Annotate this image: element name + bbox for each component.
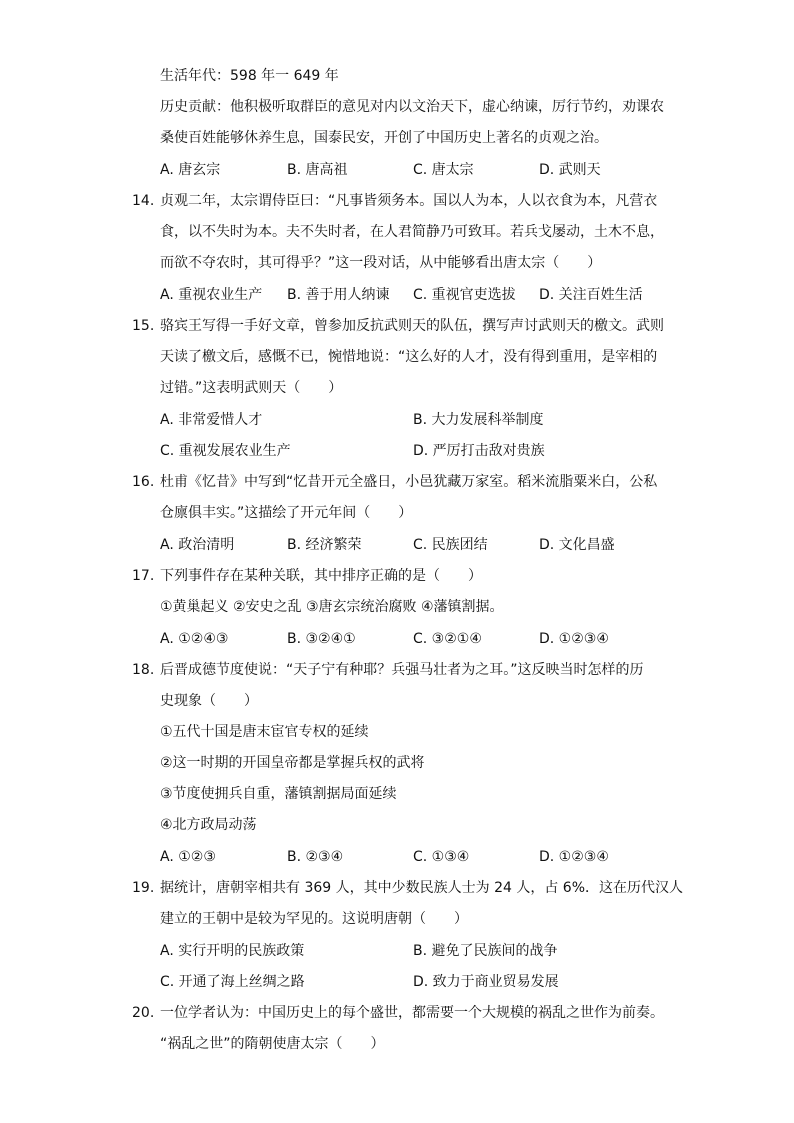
option-b[interactable]: B. 大力发展科举制度 [413, 412, 544, 428]
question-text: ①黄巢起义 ②安史之乱 ③唐玄宗统治腐败 ④藩镇割据。 [160, 599, 504, 615]
option-b[interactable]: B. 唐高祖 [287, 162, 348, 178]
question-text: 食，以不失时为本。夫不失时者，在人君简静乃可致耳。若兵戈屡动，土木不息， [160, 224, 664, 240]
question-text: 后晋成德节度使说：“天子宁有种耶？兵强马壮者为之耳。”这反映当时怎样的历 [160, 662, 644, 678]
option-a[interactable]: A. 非常爱惜人才 [160, 412, 263, 428]
question-text: 据统计，唐朝宰相共有 369 人，其中少数民族人士为 24 人，占 6%．这在历代汉人 [160, 880, 683, 896]
question-text: 杜甫《忆昔》中写到“忆昔开元全盛日，小邑犹藏万家室。稻米流脂粟米白，公私 [160, 474, 658, 490]
option-c[interactable]: C. 重视发展农业生产 [160, 443, 291, 459]
option-d[interactable]: D. ①②③④ [539, 849, 609, 865]
question-number: 15. [132, 318, 155, 334]
question-text: 一位学者认为：中国历史上的每个盛世，都需要一个大规模的祸乱之世作为前奏。 [160, 1005, 664, 1021]
option-c[interactable]: C. 民族团结 [413, 537, 488, 553]
question-number: 17. [132, 568, 155, 584]
question-number: 18. [132, 662, 155, 678]
option-c[interactable]: C. 唐太宗 [413, 162, 474, 178]
question-text: 贞观二年，太宗谓侍臣曰：“凡事皆须务本。国以人为本，人以衣食为本，凡营衣 [160, 193, 658, 209]
question-text: “祸乱之世”的隋朝使唐太宗（ ） [160, 1036, 385, 1052]
option-a[interactable]: A. 重视农业生产 [160, 287, 263, 303]
option-d[interactable]: D. 致力于商业贸易发展 [413, 974, 559, 990]
option-c[interactable]: C. 开通了海上丝绸之路 [160, 974, 305, 990]
option-a[interactable]: A. 唐玄宗 [160, 162, 221, 178]
contribution-line-1: 历史贡献：他积极听取群臣的意见对内以文治天下，虚心纳谏，厉行节约，劝课农 [160, 99, 664, 115]
option-b[interactable]: B. ③②④① [287, 631, 356, 647]
question-number: 16. [132, 474, 155, 490]
option-c[interactable]: C. ③②①④ [413, 631, 482, 647]
question-number: 20. [132, 1005, 155, 1021]
question-text: 而欲不夺农时，其可得乎？”这一段对话，从中能够看出唐太宗（ ） [160, 255, 602, 271]
question-text: 建立的王朝中是较为罕见的。这说明唐朝（ ） [160, 911, 468, 927]
statement-item: ①五代十国是唐末宦官专权的延续 [160, 724, 369, 740]
statement-item: ③节度使拥兵自重，藩镇割据局面延续 [160, 786, 397, 802]
option-a[interactable]: A. ①②④③ [160, 631, 229, 647]
option-d[interactable]: D. 关注百姓生活 [539, 287, 643, 303]
question-text: 天读了檄文后，感慨不已，惋惜地说：“这么好的人才，没有得到重用，是宰相的 [160, 349, 658, 365]
contribution-line-2: 桑使百姓能够休养生息，国泰民安，开创了中国历史上著名的贞观之治。 [160, 130, 608, 146]
option-b[interactable]: B. 善于用人纳谏 [287, 287, 390, 303]
option-d[interactable]: D. 武则天 [539, 162, 601, 178]
question-number: 19. [132, 880, 155, 896]
option-c[interactable]: C. ①③④ [413, 849, 470, 865]
question-number: 14. [132, 193, 155, 209]
question-text: 下列事件存在某种关联，其中排序正确的是（ ） [160, 568, 482, 584]
option-b[interactable]: B. 避免了民族间的战争 [413, 943, 558, 959]
statement-item: ②这一时期的开国皇帝都是掌握兵权的武将 [160, 755, 425, 771]
era-line: 生活年代：598 年一 649 年 [160, 68, 339, 84]
option-c[interactable]: C. 重视官吏选拔 [413, 287, 516, 303]
option-d[interactable]: D. 严厉打击敌对贵族 [413, 443, 545, 459]
option-d[interactable]: D. ①②③④ [539, 631, 609, 647]
question-text: 骆宾王写得一手好文章，曾参加反抗武则天的队伍，撰写声讨武则天的檄文。武则 [160, 318, 664, 334]
option-a[interactable]: A. 实行开明的民族政策 [160, 943, 305, 959]
option-b[interactable]: B. ②③④ [287, 849, 344, 865]
option-d[interactable]: D. 文化昌盛 [539, 537, 615, 553]
question-text: 仓廪俱丰实。”这描绘了开元年间（ ） [160, 505, 413, 521]
statement-item: ④北方政局动荡 [160, 817, 257, 833]
option-a[interactable]: A. 政治清明 [160, 537, 235, 553]
question-text: 史现象（ ） [160, 693, 258, 709]
question-text: 过错。”这表明武则天（ ） [160, 380, 343, 396]
option-b[interactable]: B. 经济繁荣 [287, 537, 362, 553]
option-a[interactable]: A. ①②③ [160, 849, 216, 865]
